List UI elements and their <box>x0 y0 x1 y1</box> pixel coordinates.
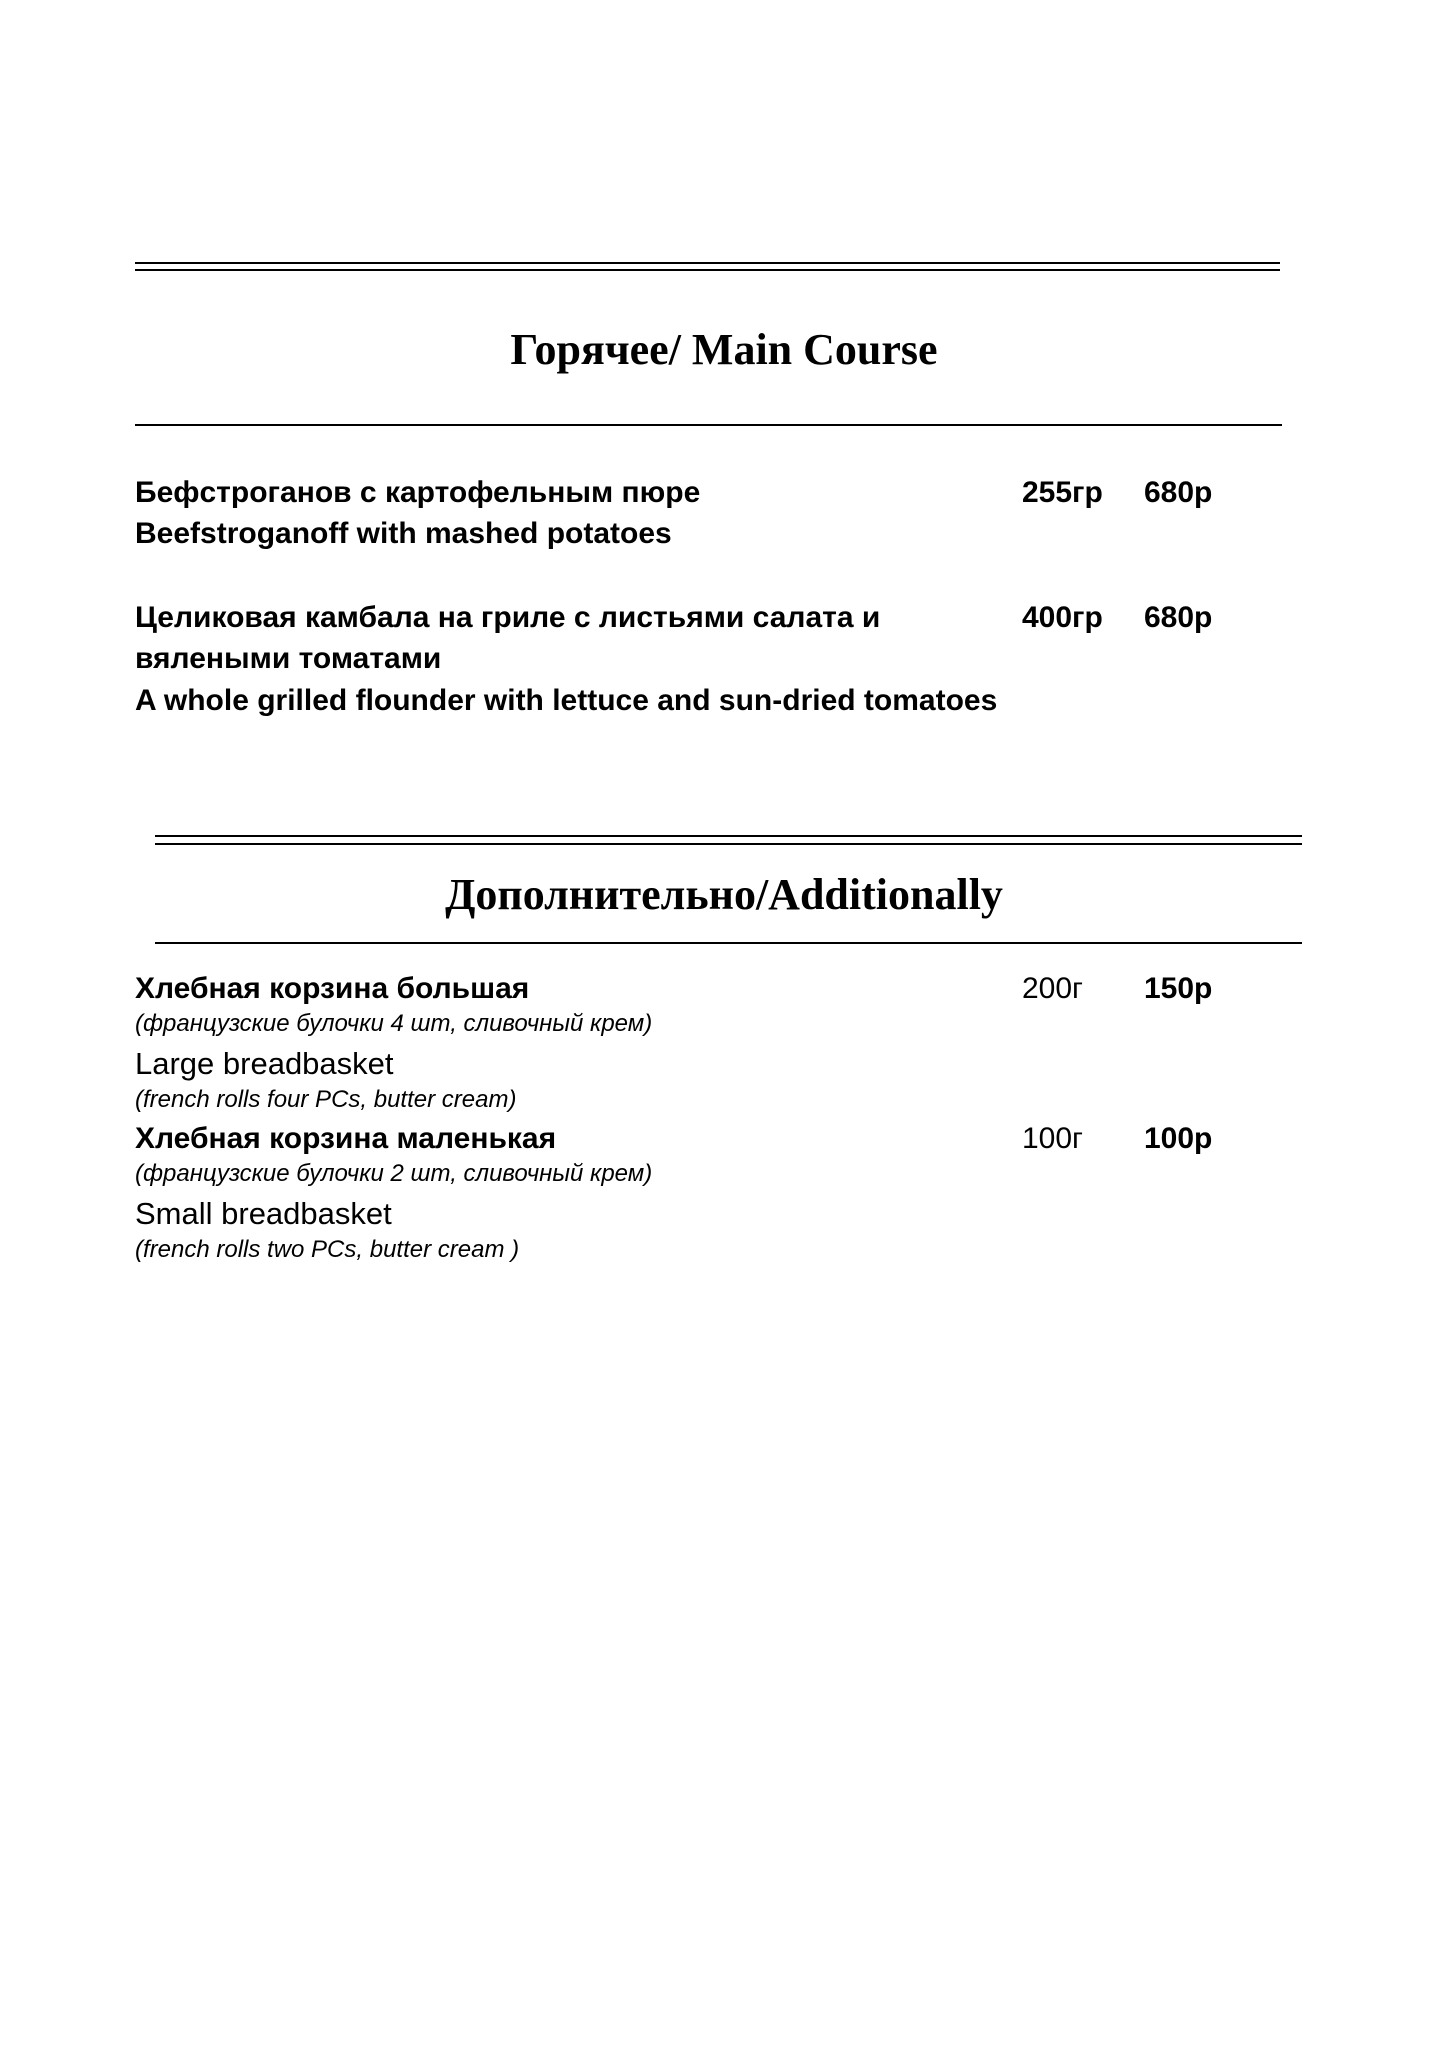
main-course-top-rule-2 <box>135 269 1280 271</box>
menu-item-name-en: Small breadbasket <box>135 1196 392 1231</box>
menu-item-price: 100р <box>1144 1122 1213 1155</box>
additionally-top-rule-2 <box>155 843 1302 845</box>
menu-item-price: 150р <box>1144 972 1213 1005</box>
menu-item-note-ru: (французские булочки 4 шт, сливочный крем) <box>135 1010 653 1037</box>
additionally-top-rule-1 <box>155 835 1302 837</box>
menu-item-name-en: Large breadbasket <box>135 1046 394 1081</box>
menu-item-price: 680р <box>1144 476 1213 509</box>
menu-item-weight: 400гр <box>1022 601 1103 634</box>
menu-item-name-en: A whole grilled flounder with lettuce and sun-dried tomatoes <box>135 684 998 717</box>
menu-item-weight: 255гр <box>1022 476 1103 509</box>
menu-item-name-ru: Бефстроганов с картофельным пюре <box>135 476 701 509</box>
menu-item-name-ru-continued: вялеными томатами <box>135 642 442 675</box>
menu-item-weight: 100г <box>1022 1122 1083 1155</box>
additionally-title: Дополнительно/Additionally <box>445 870 1003 919</box>
menu-item-price: 680р <box>1144 601 1213 634</box>
menu-item-note-en: (french rolls two PCs, butter cream ) <box>135 1236 520 1263</box>
menu-item-name-ru: Хлебная корзина большая <box>135 972 530 1005</box>
main-course-top-rule-1 <box>135 262 1280 264</box>
menu-item-note-en: (french rolls four PCs, butter cream) <box>135 1086 517 1113</box>
menu-item-name-ru: Хлебная корзина маленькая <box>135 1122 557 1155</box>
main-course-bottom-rule <box>135 424 1282 426</box>
menu-item-weight: 200г <box>1022 972 1083 1005</box>
main-course-title: Горячее/ Main Course <box>510 325 938 374</box>
menu-item-note-ru: (французские булочки 2 шт, сливочный крем) <box>135 1160 653 1187</box>
additionally-bottom-rule <box>155 942 1302 944</box>
menu-item-name-ru: Целиковая камбала на гриле с листьями салата и <box>135 601 881 634</box>
menu-item-name-en: Beefstroganoff with mashed potatoes <box>135 517 672 550</box>
